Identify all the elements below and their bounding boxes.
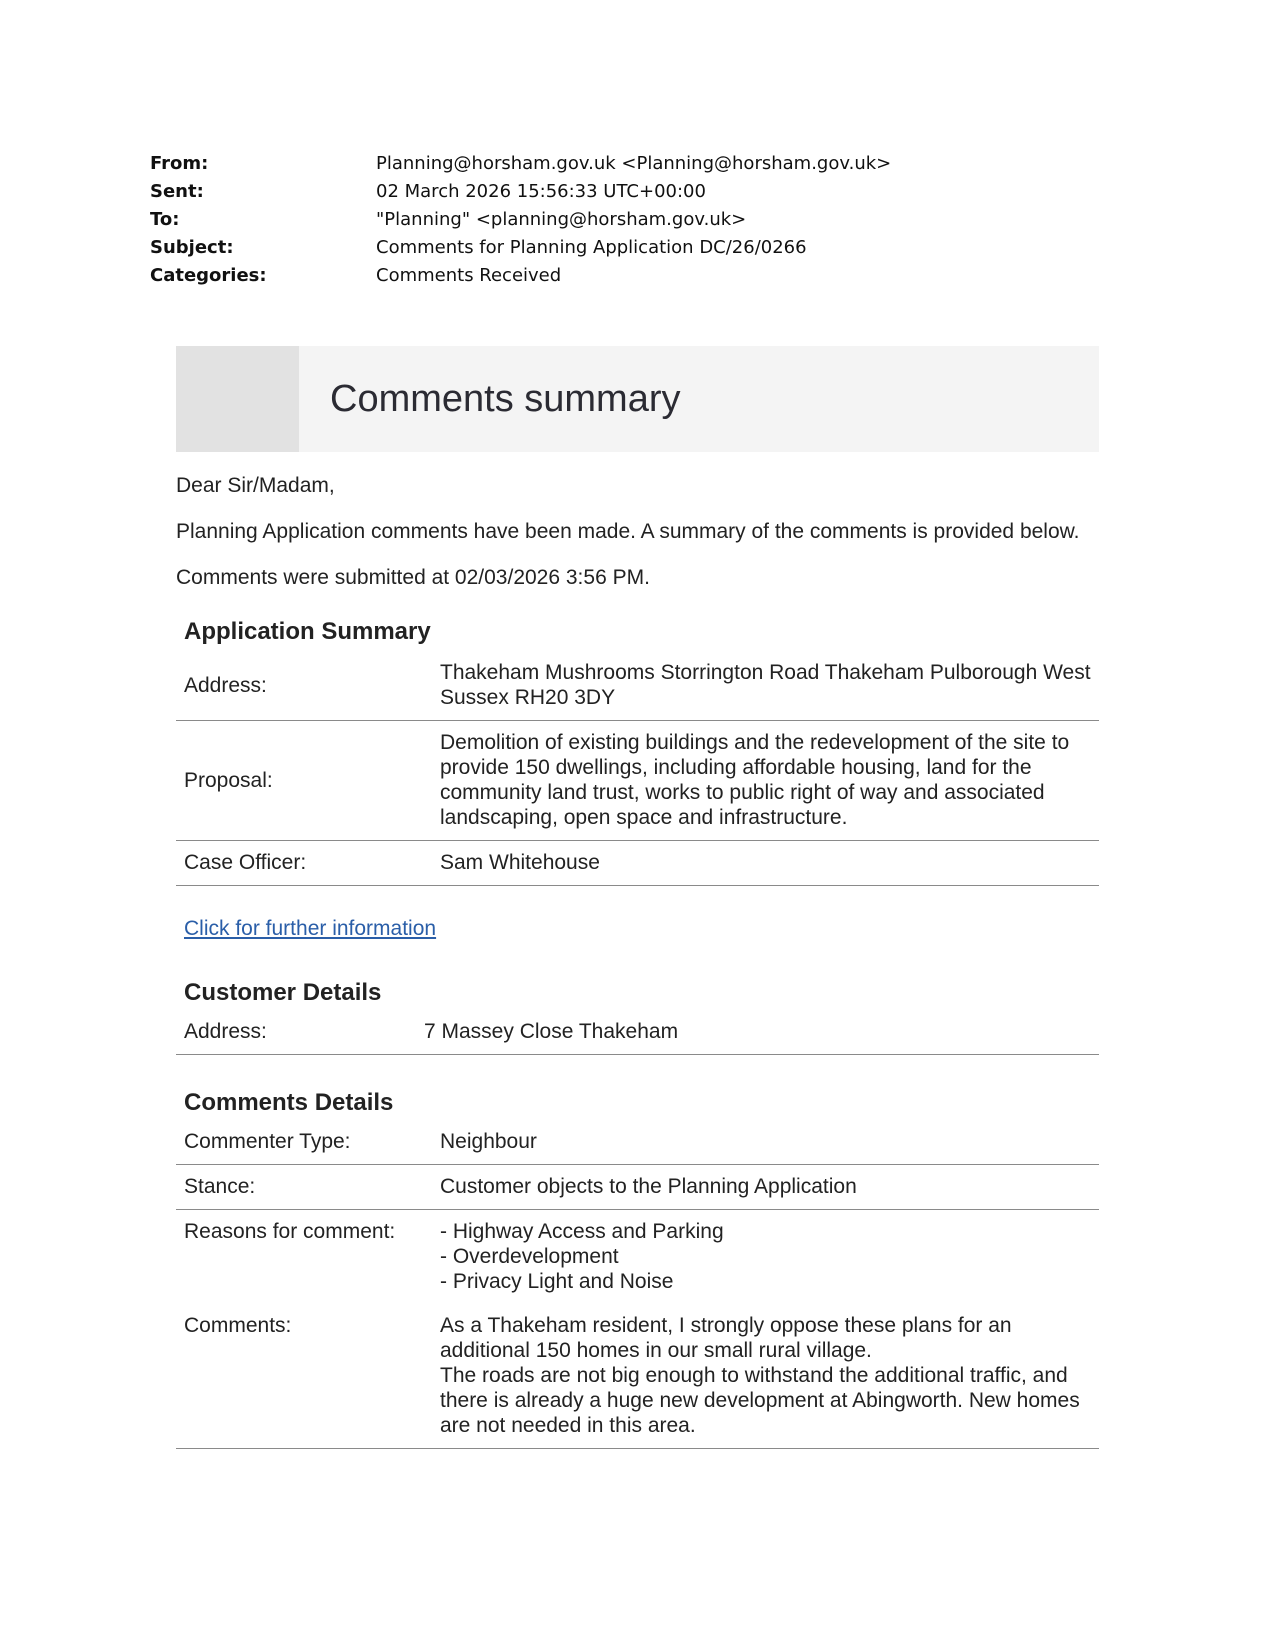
table-row [176,1165,1099,1210]
commenter-type-value: Neighbour [440,1120,1099,1165]
from-value: Planning@horsham.gov.uk <Planning@horsham.gov.uk> [376,153,892,174]
table-row [176,1210,1099,1305]
reasons-label: Reasons for comment: [184,1220,396,1243]
customer-details-table [176,1010,1099,1055]
case-officer-label: Case Officer: [176,841,440,886]
table-row [176,841,1099,886]
table-row [176,651,1099,721]
banner-side-block [176,346,299,452]
sent-value: 02 March 2026 15:56:33 UTC+00:00 [376,181,706,202]
address-label: Address: [176,651,440,721]
reasons-value [440,1210,1099,1305]
to-row [150,206,1110,234]
submitted-text: Comments were submitted at 02/03/2026 3:56 PM. [176,566,650,589]
sent-row [150,178,1110,206]
stance-value: Customer objects to the Planning Application [440,1165,1099,1210]
categories-value: Comments Received [376,265,562,286]
case-officer-value: Sam Whitehouse [440,841,1099,886]
application-summary-table [176,651,1099,886]
from-row [150,150,1110,178]
application-summary-heading: Application Summary [184,618,431,645]
comments-label: Comments: [176,1304,440,1449]
email-body [176,346,1099,1449]
categories-label: Categories: [150,265,267,286]
table-row [176,1304,1099,1449]
comments-details-table [176,1120,1099,1449]
email-header [150,150,1110,290]
to-label: To: [150,209,180,230]
address-value: Thakeham Mushrooms Storrington Road Thakeham Pulborough West Sussex RH20 3DY [440,651,1099,721]
from-label: From: [150,153,209,174]
greeting: Dear Sir/Madam, [176,474,335,497]
customer-address-label: Address: [176,1010,424,1055]
customer-address-value: 7 Massey Close Thakeham [424,1010,1099,1055]
to-value: "Planning" <planning@horsham.gov.uk> [376,209,747,230]
banner-title: Comments summary [330,378,681,420]
subject-row [150,234,1110,262]
subject-label: Subject: [150,237,234,258]
comments-value [440,1304,1099,1449]
table-row [176,721,1099,841]
proposal-label: Proposal: [176,721,440,841]
commenter-type-label: Commenter Type: [176,1120,440,1165]
customer-details-heading: Customer Details [184,979,382,1006]
further-information-link[interactable]: Click for further information [184,917,437,940]
categories-row [150,262,1110,290]
reason-item: - Highway Access and Parking [440,1220,724,1243]
reason-item: - Privacy Light and Noise [440,1270,674,1293]
sent-label: Sent: [150,181,204,202]
comments-details-heading: Comments Details [184,1089,394,1116]
table-row [176,1010,1099,1055]
comment-text: As a Thakeham resident, I strongly oppose these plans for an additional 150 homes in our small rural village. [440,1314,1012,1362]
table-row [176,1120,1099,1165]
comment-text: The roads are not big enough to withstand the additional traffic, and there is already a huge new development at Abingworth. New homes are not needed in this area. [440,1364,1080,1437]
subject-value: Comments for Planning Application DC/26/0266 [376,237,807,258]
comments-summary-banner [176,346,1099,452]
proposal-value: Demolition of existing buildings and the redevelopment of the site to provide 150 dwellings, including affordable housing, land for the community land trust, works to public right of way and associated landscaping, open space and infrastructure. [440,721,1099,841]
intro-text: Planning Application comments have been made. A summary of the comments is provided below. [176,520,1080,543]
reason-item: - Overdevelopment [440,1245,619,1268]
stance-label: Stance: [176,1165,440,1210]
